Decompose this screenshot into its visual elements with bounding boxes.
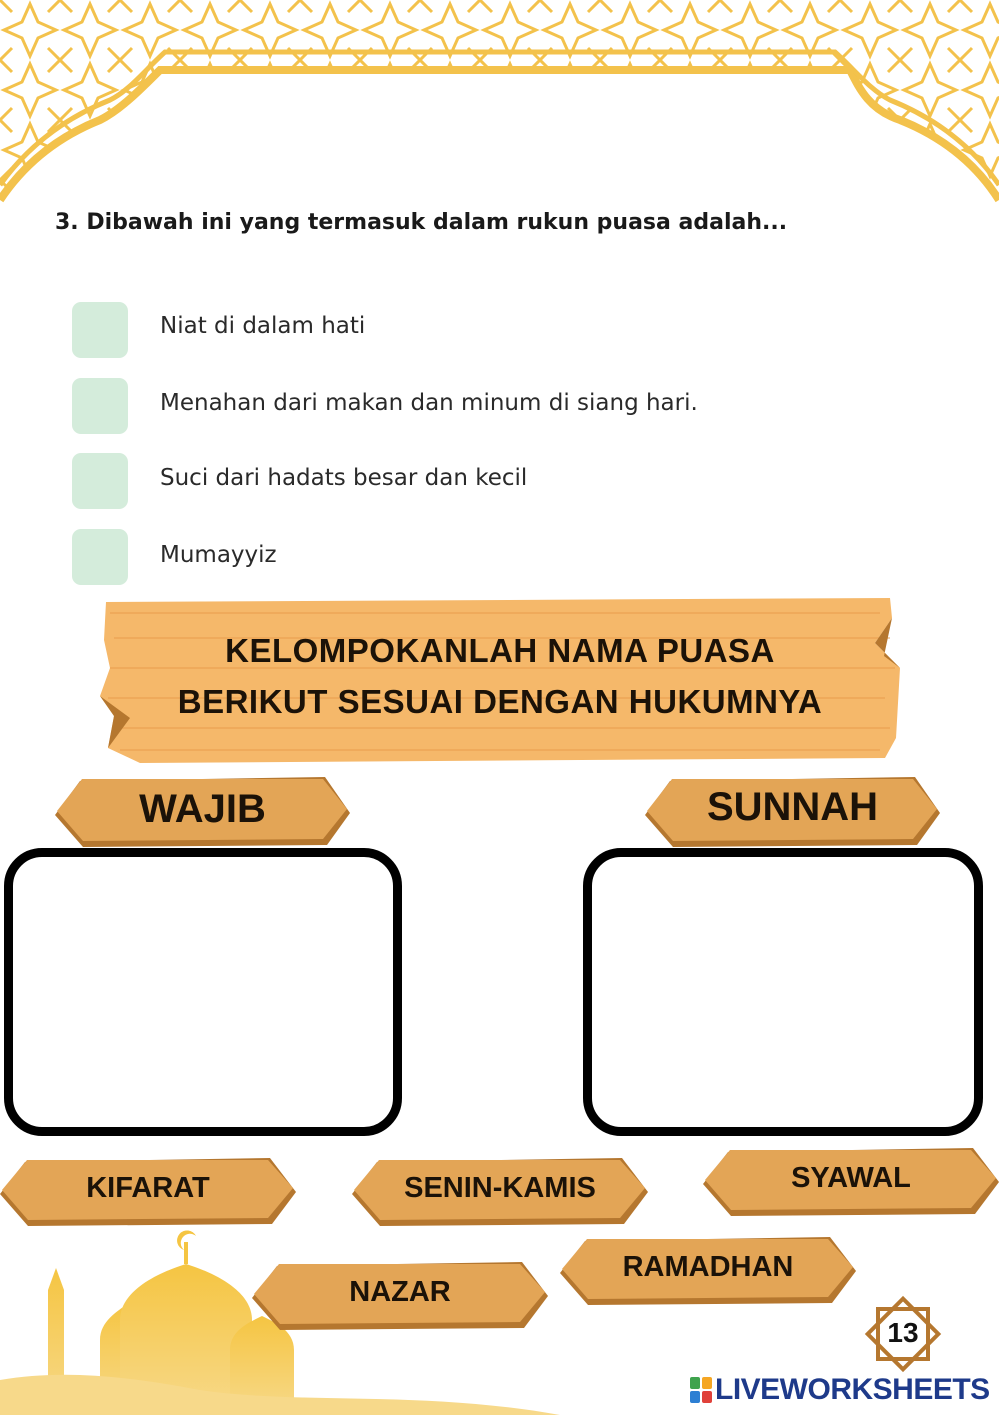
question-text: 3. Dibawah ini yang termasuk dalam rukun puasa adalah... (55, 210, 788, 235)
draggable-senin-kamis[interactable] (352, 1158, 648, 1226)
option-checkbox-3[interactable] (72, 453, 128, 509)
draggable-nazar-text: NAZAR (349, 1276, 451, 1308)
banner-line-2: BERIKUT SESUAI DENGAN HUKUMNYA (177, 683, 823, 720)
page-badge (864, 1295, 942, 1373)
option-checkbox-4[interactable] (72, 529, 128, 585)
draggable-syawal-text: SYAWAL (791, 1162, 911, 1194)
liveworksheets-brand (690, 1372, 990, 1408)
draggable-kifarat[interactable] (0, 1158, 296, 1226)
option-label-3: Suci dari hadats besar dan kecil (160, 465, 528, 491)
page-number: 13 (887, 1317, 919, 1348)
wood-plank-banner (100, 598, 900, 763)
option-label-2: Menahan dari makan dan minum di siang hari. (160, 390, 698, 416)
option-label-1: Niat di dalam hati (160, 313, 366, 339)
ornament-border (0, 0, 999, 210)
category-label-wajib (55, 777, 350, 847)
category-wajib-text: WAJIB (139, 787, 266, 831)
brand-text: LIVEWORKSHEETS (715, 1373, 990, 1406)
option-checkbox-1[interactable] (72, 302, 128, 358)
category-label-sunnah (645, 777, 940, 847)
draggable-ramadhan-text: RAMADHAN (622, 1251, 794, 1283)
draggable-kifarat-text: KIFARAT (86, 1172, 210, 1204)
draggable-nazar[interactable] (252, 1262, 548, 1330)
option-checkbox-2[interactable] (72, 378, 128, 434)
drop-zone-sunnah[interactable] (583, 848, 983, 1136)
option-label-4: Mumayyiz (160, 542, 277, 568)
draggable-ramadhan[interactable] (560, 1237, 856, 1305)
drop-zone-wajib[interactable] (4, 848, 402, 1136)
draggable-senin-kamis-text: SENIN-KAMIS (404, 1172, 596, 1204)
liveworksheets-logo-icon (690, 1377, 712, 1403)
banner-line-1: KELOMPOKANLAH NAMA PUASA (225, 632, 775, 669)
draggable-syawal[interactable] (703, 1148, 999, 1216)
category-sunnah-text: SUNNAH (706, 785, 879, 829)
instruction-banner (100, 598, 900, 763)
